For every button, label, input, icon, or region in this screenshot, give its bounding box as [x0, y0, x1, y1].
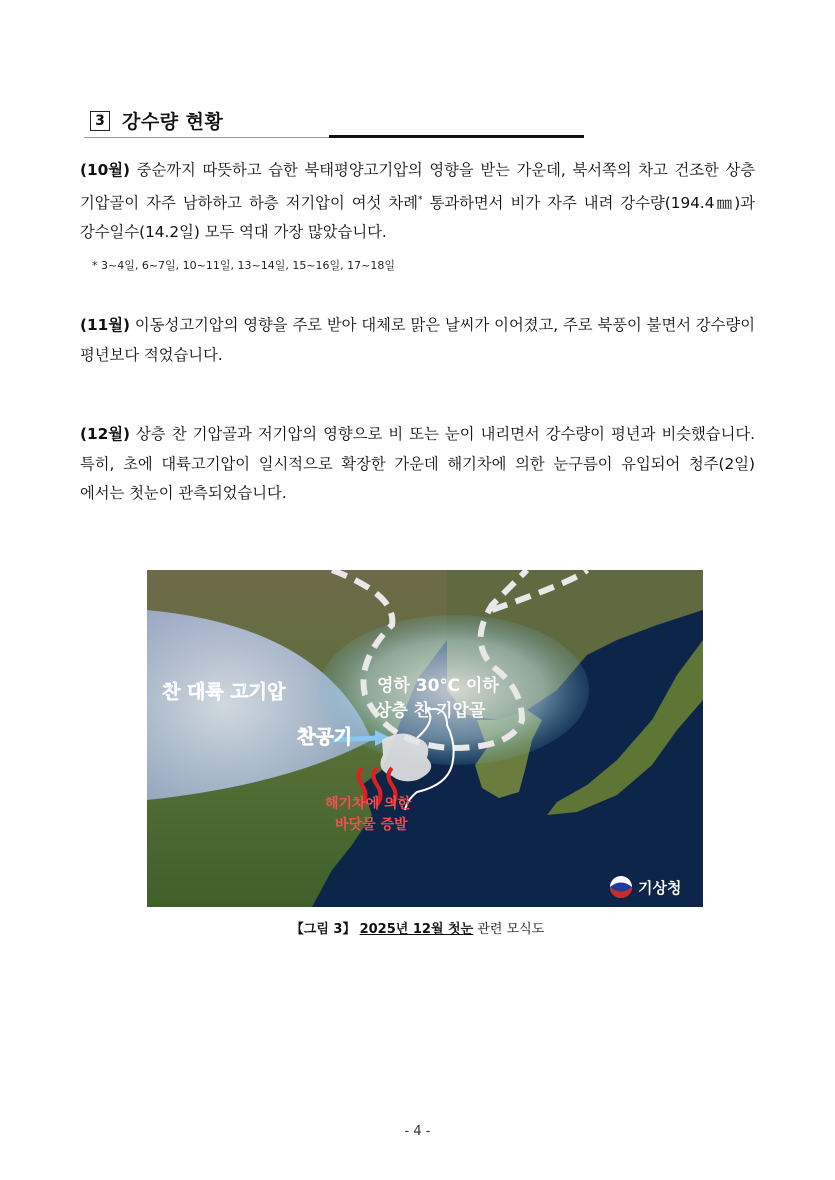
label-cold-air: 찬공기 [297, 726, 353, 748]
section-number: 3 [90, 111, 110, 131]
label-trough-line-2: 상층 찬 기압골 [375, 701, 486, 721]
december-text: 상층 찬 기압골과 저기압의 영향으로 비 또는 눈이 내리면서 강수량이 평년과 비슷했습니다. 특히, 초에 대륙고기압이 일시적으로 확장한 가운데 해기차에 의한 눈구름이 유입되어 청주(2일)에서는 첫눈이 관측되었습니다. [80, 425, 755, 502]
heading-rule-thick [329, 135, 584, 138]
december-label: (12월) [80, 425, 131, 443]
october-footnote: * 3~4일, 6~7일, 10~11일, 13~14일, 15~16일, 17~18일 [92, 259, 395, 272]
november-label: (11월) [80, 316, 131, 334]
october-label: (10월) [80, 161, 131, 179]
agency-name: 기상청 [638, 879, 682, 897]
caption-underlined: 2025년 12월 첫눈 [359, 922, 474, 937]
caption-prefix: 【그림 3】 [290, 922, 356, 937]
label-evaporation-line-1: 해기차에 의한 [325, 796, 412, 812]
label-evaporation-line-2: 바닷물 증발 [335, 817, 408, 833]
heading-rule-thin [84, 137, 329, 138]
november-text: 이동성고기압의 영향을 주로 받아 대체로 맑은 날씨가 이어졌고, 주로 북풍이 불면서 강수량이 평년보다 적었습니다. [80, 316, 755, 364]
section-title: 강수량 현황 [122, 111, 224, 133]
diagram-svg [147, 570, 703, 907]
label-trough-line-1: 영하 30℃ 이하 [377, 676, 499, 696]
figure-caption [0, 918, 835, 937]
caption-suffix: 관련 모식도 [473, 922, 545, 937]
page-number: - 4 - [404, 1124, 431, 1139]
first-snow-diagram [147, 570, 703, 907]
october-text-2: 통과하면서 비가 자주 내려 강수량(194.4㎜)과 강수일수(14.2일) 모두 역대 가장 많았습니다. [80, 193, 755, 242]
december-paragraph [80, 420, 755, 509]
october-paragraph [80, 156, 755, 248]
section-heading [90, 104, 590, 138]
agency-logo [610, 876, 681, 898]
label-high-pressure: 찬 대륙 고기압 [162, 681, 286, 703]
november-paragraph [80, 311, 755, 370]
october-text-1: 중순까지 따뜻하고 습한 북태평양고기압의 영향을 받는 가운데, 북서쪽의 차고 건조한 상층 기압골이 자주 남하하고 하층 저기압이 여섯 차례 [80, 161, 755, 212]
footnote-mark: * [418, 194, 423, 205]
